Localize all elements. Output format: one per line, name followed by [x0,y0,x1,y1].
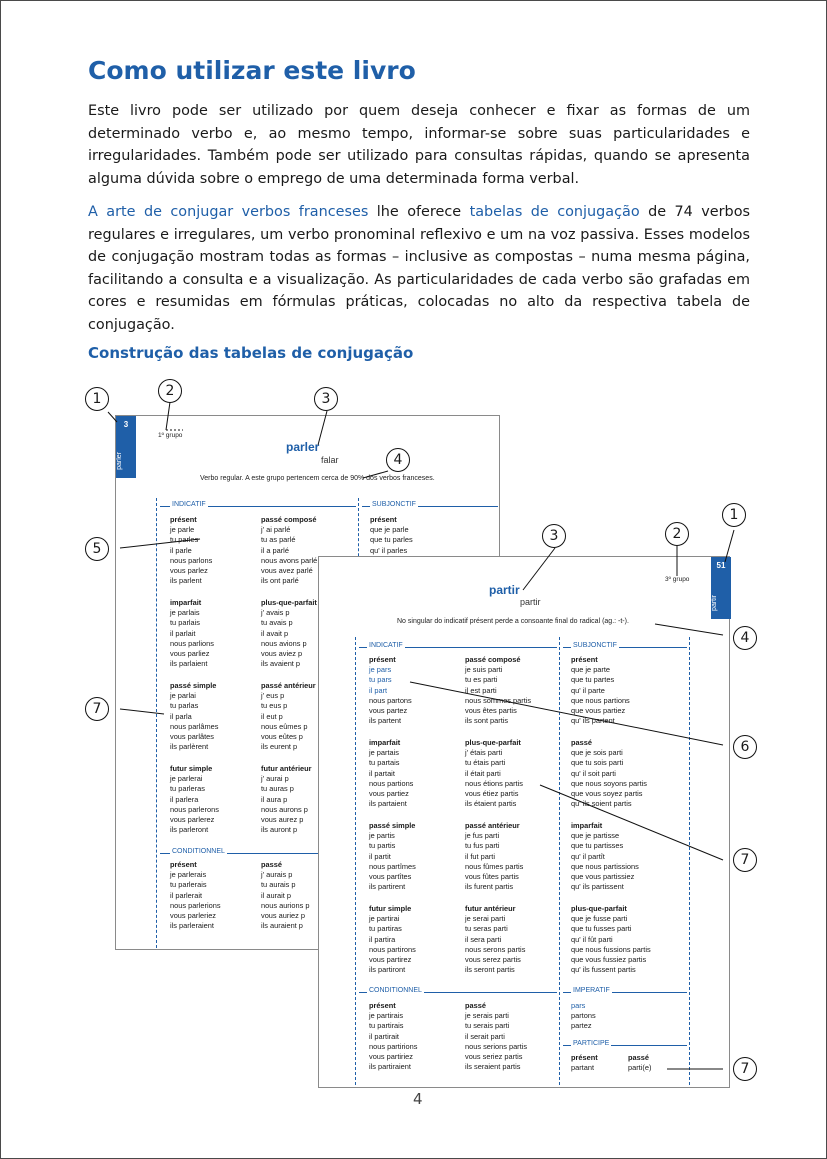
verb-note: No singular do indicatif présent perde a consoante final do radical (ag.: -t-). [397,618,629,625]
conjugation-row: vous aviez p [261,648,303,658]
tab-number: 51 [716,561,726,570]
conjugation-row: ils auraient p [261,921,303,931]
conjugation-row: tu es parti [465,675,498,685]
conjugation-row: vous seriez partis [465,1051,523,1061]
conjugation-row: j' aurais p [261,870,293,880]
conjugation-row: qu' ils partissent [571,882,624,892]
conjugation-row: il serait parti [465,1031,505,1041]
conjugation-row: qu' il soit parti [571,768,616,778]
conjugation-row: qu' ils soient partis [571,799,632,809]
tense-heading: futur simple [170,764,213,773]
conjugation-row: il est parti [465,685,497,695]
conjugation-row: nous fûmes partis [465,861,524,871]
conjugation-row: je partirais [369,1011,404,1021]
section-indicatif: INDICATIF [172,501,206,508]
conjugation-row: je serai parti [465,914,506,924]
conjugation-row: j' avais p [261,608,290,618]
conjugation-row: que je partisse [571,831,620,841]
conjugation-row: tu parlerais [170,880,207,890]
conjugation-row: nous parlâmes [170,721,219,731]
tense-heading: présent [369,1001,396,1010]
conjugation-row: je parlerai [170,774,203,784]
conjugation-row: ils ont parlé [261,576,299,586]
conjugation-row: j' aurai p [261,774,289,784]
conjugation-row: je pars [369,665,392,675]
conjugation-row: je parlerais [170,870,207,880]
conjugation-row: nous partons [369,695,412,705]
conjugation-row: nous partîmes [369,861,416,871]
leader-line [655,624,723,635]
leader-line [540,785,723,860]
section-indicatif: INDICATIF [369,642,403,649]
conjugation-row: tu avais p [261,618,293,628]
conjugation-row: ils seront partis [465,965,515,975]
conjugation-row: je serais parti [465,1011,509,1021]
callout-2: 2 [665,522,689,546]
conjugation-row: il partira [369,934,396,944]
conjugation-row: il avait p [261,628,289,638]
section-subtitle: Construção das tabelas de conjugação [88,344,414,362]
conjugation-row: tu parles [170,535,199,545]
participe-passe-head: passé [628,1053,649,1062]
leader-line [725,530,734,562]
conjugation-row: que tu partisses [571,841,624,851]
tense-heading: futur antérieur [261,764,312,773]
conjugation-row: que nous soyons partis [571,778,648,788]
conjugation-row: vous partîtes [369,871,412,881]
conjugation-row: vous parliez [170,648,210,658]
leader-line [166,402,170,430]
verb-note: Verbo regular. A este grupo pertencem cerca de 90% dos verbos franceses. [200,475,435,482]
conjugation-row: tu partis [369,841,396,851]
conjugation-row: ils parleront [170,825,209,835]
conjugation-row: il parlait [170,628,196,638]
conjugation-row: je parlai [170,691,196,701]
conjugation-row: qu' il parte [571,685,605,695]
conjugation-row: vous eûtes p [261,731,303,741]
conjugation-row: vous étiez partis [465,788,519,798]
verb-translation: partir [520,597,541,607]
conjugation-row: ils parleraient [170,921,214,931]
conjugation-row: tu aurais p [261,880,296,890]
callout-1: 1 [85,387,109,411]
conjugation-row: tu pars [369,675,392,685]
conjugation-row: qu' ils fussent partis [571,965,636,975]
conjugation-row: vous parlez [170,565,208,575]
conjugation-row: que tu fusses parti [571,924,632,934]
tab-verb: partir [711,595,718,611]
tense-heading: passé [465,1001,486,1010]
callout-3: 3 [542,524,566,548]
tense-heading: présent [369,655,396,664]
callout-3: 3 [314,387,338,411]
conjugation-row: que je fusse parti [571,914,628,924]
tense-heading: passé antérieur [465,821,520,830]
tense-heading: passé [261,860,282,869]
conjugation-row: nous aurions p [261,900,310,910]
paragraph-text: de 74 verbos regulares e irregulares, um verbo pronominal reflexivo e um na voz passiva. Esses modelos de conjugação mostram todas as formas – inclusive as compostas – numa mesma página, facilitando a consulta e a visualização. As particularidades de cada verbo são grafadas em cores e resumidas em fórmulas práticas, colocadas no alto da respectiva tabela de conjugação. [88,204,750,333]
callout-7: 7 [85,697,109,721]
conjugation-row: ils parlèrent [170,742,209,752]
conjugation-row: tu parleras [170,784,205,794]
tense-heading: plus-que-parfait [261,598,317,607]
group-label: 1º grupo [158,432,183,439]
tense-heading: présent [370,515,397,524]
conjugation-row: nous partirions [369,1041,418,1051]
conjugation-row: il part [369,685,388,695]
conjugation-row: vous parlâtes [170,731,214,741]
conjugation-row: j' eus p [261,691,285,701]
imperatif-form: partez [571,1021,592,1031]
tab-verb: parler [116,452,123,470]
conjugation-row: vous partiez [369,788,409,798]
conjugation-row: ils partiront [369,965,406,975]
conjugation-row: que nous partions [571,695,630,705]
section-conditionnel: CONDITIONNEL [172,848,225,855]
section-subjonctif: SUBJONCTIF [372,501,416,508]
callout-4: 4 [733,626,757,650]
conjugation-row: tu auras p [261,784,294,794]
conjugation-row: que je parle [370,525,409,535]
conjugation-row: ils partaient [369,799,407,809]
leader-line [410,682,723,745]
tense-heading: plus-que-parfait [465,738,521,747]
conjugation-row: vous serez partis [465,954,521,964]
conjugation-row: que vous partiez [571,705,626,715]
leader-line [363,471,388,478]
conjugation-row: ils étaient partis [465,799,517,809]
imperatif-form: pars [571,1001,586,1010]
conjugation-row: ils parlent [170,576,202,586]
section-conditionnel: CONDITIONNEL [369,987,422,994]
tense-heading: imparfait [369,738,401,747]
conjugation-row: ils partiraient [369,1062,411,1072]
conjugation-row: tu eus p [261,701,288,711]
conjugation-row: ils eurent p [261,742,298,752]
callout-1: 1 [722,503,746,527]
conjugation-row: que vous soyez partis [571,788,643,798]
conjugation-row: qu' ils partent [571,716,615,726]
tense-heading: passé simple [369,821,416,830]
conjugation-row: vous fûtes partis [465,871,519,881]
conjugation-row: qu' il parles [370,545,408,555]
leader-line [120,709,164,714]
verb-title: partir [489,583,520,597]
conjugation-row: que vous partissiez [571,871,635,881]
conjugation-row: vous partiriez [369,1051,413,1061]
tense-heading: présent [170,860,197,869]
conjugation-row: je partirai [369,914,400,924]
tense-heading: futur simple [369,904,412,913]
conjugation-row: tu étais parti [465,758,506,768]
conjugation-row: je parlais [170,608,200,618]
section-imperatif: IMPERATIF [573,987,610,994]
conjugation-row: il aura p [261,794,288,804]
conjugation-row: nous parlerions [170,900,221,910]
conjugation-row: tu fus parti [465,841,500,851]
conjugation-row: vous partirez [369,954,412,964]
tense-heading: passé composé [465,655,521,664]
page-title: Como utilizar este livro [88,56,416,85]
conjugation-row: je fus parti [465,831,500,841]
conjugation-row: nous avons parlé [261,555,318,565]
conjugation-row: que nous partissions [571,861,639,871]
conjugation-row: vous avez parlé [261,565,313,575]
leader-line [523,548,555,590]
conjugation-row: il partirait [369,1031,399,1041]
conjugation-row: il partit [369,851,391,861]
verb-title: parler [286,440,320,454]
paragraph-text: lhe oferece [368,204,470,220]
conjugation-row: ils auront p [261,825,298,835]
conjugation-row: tu partais [369,758,400,768]
conjugation-row: je partis [369,831,395,841]
conjugation-row: qu' il fût parti [571,934,613,944]
conjugation-row: tu parlais [170,618,200,628]
callout-5: 5 [85,537,109,561]
tense-heading: passé composé [261,515,317,524]
leader-line [318,411,327,445]
leader-line [108,412,117,422]
participe-passe: parti(e) [628,1063,652,1073]
conjugation-row: il aurait p [261,890,291,900]
conjugation-row: tu parlas [170,701,199,711]
conjugation-row: il sera parti [465,934,502,944]
conjugation-row: nous sommes partis [465,695,532,705]
tense-heading: passé antérieur [261,681,316,690]
conjugation-row: que tu sois parti [571,758,624,768]
conjugation-row: il a parlé [261,545,289,555]
conjugation-row: il eut p [261,711,283,721]
conjugation-row: tu as parlé [261,535,296,545]
conjugation-row: que vous fussiez partis [571,954,647,964]
participe-present-head: présent [571,1053,598,1062]
leader-line [120,539,200,548]
conjugation-row: vous êtes partis [465,705,517,715]
conjugation-row: ils avaient p [261,659,301,669]
section-subjonctif: SUBJONCTIF [573,642,617,649]
conjugation-row: nous partirons [369,944,416,954]
conjugation-row: nous aurons p [261,804,308,814]
conjugation-row: que nous fussions partis [571,944,651,954]
conjugation-row: que tu parles [370,535,413,545]
conjugation-row: nous parlerons [170,804,219,814]
conjugation-row: nous partions [369,778,414,788]
conjugation-row: vous parlerez [170,814,215,824]
conjugation-row: que tu partes [571,675,615,685]
tense-heading: imparfait [170,598,202,607]
conjugation-row: j' ai parlé [261,525,291,535]
conjugation-row: tu seras parti [465,924,508,934]
tables-highlight: tabelas de conjugação [469,204,640,220]
conjugation-row: que je parte [571,665,611,675]
conjugation-row: nous étions partis [465,778,523,788]
conjugation-row: je suis parti [465,665,503,675]
conjugation-row: que je sois parti [571,748,623,758]
imperatif-form: partons [571,1011,596,1021]
conjugation-row: il fut parti [465,851,495,861]
conjugation-row: ils sont partis [465,716,509,726]
conjugation-row: il parlera [170,794,199,804]
callout-6: 6 [733,735,757,759]
conjugation-row: ils seraient partis [465,1062,521,1072]
conjugation-row: nous serions partis [465,1041,528,1051]
conjugation-row: il était parti [465,768,501,778]
conjugation-row: vous partez [369,705,408,715]
conjugation-row: il parlerait [170,890,203,900]
tense-heading: imparfait [571,821,603,830]
conjugation-row: vous parleriez [170,910,217,920]
conjugation-row: ils partirent [369,882,406,892]
conjugation-row: ils partent [369,716,402,726]
conjugation-row: vous auriez p [261,910,305,920]
tab-number: 3 [123,420,129,429]
callout-2: 2 [158,379,182,403]
conjugation-row: nous serons partis [465,944,526,954]
group-label: 3º grupo [665,576,690,583]
conjugation-row: qu' il partît [571,851,605,861]
conjugation-row: nous parlions [170,638,214,648]
section-participe: PARTICIPE [573,1040,610,1047]
callout-7: 7 [733,1057,757,1081]
conjugation-row: nous parlons [170,555,213,565]
conjugation-row: vous aurez p [261,814,304,824]
intro-paragraph: Este livro pode ser utilizado por quem deseja conhecer e fixar as formas de um determinado verbo e, ao mesmo tempo, informar-se sobre suas particularidades e irregularidades. Também pode ser utilizado para consultas rápidas, quando se apresenta alguma dúvida sobre o emprego de uma determinada forma verbal. [88,103,750,187]
conjugation-row: tu partirais [369,1021,404,1031]
conjugation-row: il parla [170,711,192,721]
participe-present: partant [571,1063,595,1073]
tense-heading: passé simple [170,681,217,690]
conjugation-row: ils furent partis [465,882,514,892]
callout-7: 7 [733,848,757,872]
conjugation-row: ils parlaient [170,659,208,669]
tense-heading: futur antérieur [465,904,516,913]
conjugation-row: je partais [369,748,399,758]
page-number: 4 [413,1090,423,1108]
conjugation-row: tu serais parti [465,1021,510,1031]
callout-4: 4 [386,448,410,472]
conjugation-row: j' étais parti [465,748,503,758]
tense-heading: plus-que-parfait [571,904,627,913]
tense-heading: passé [571,738,592,747]
conjugation-row: nous avions p [261,638,307,648]
conjugation-row: il parle [170,545,192,555]
conjugation-row: il partait [369,768,395,778]
conjugation-row: nous eûmes p [261,721,308,731]
conjugation-row: tu partiras [369,924,402,934]
book-title-highlight: A arte de conjugar verbos franceses [88,204,369,220]
verb-translation: falar [321,455,339,465]
tense-heading: présent [571,655,598,664]
conjugation-row: je parle [170,525,195,535]
tense-heading: présent [170,515,197,524]
